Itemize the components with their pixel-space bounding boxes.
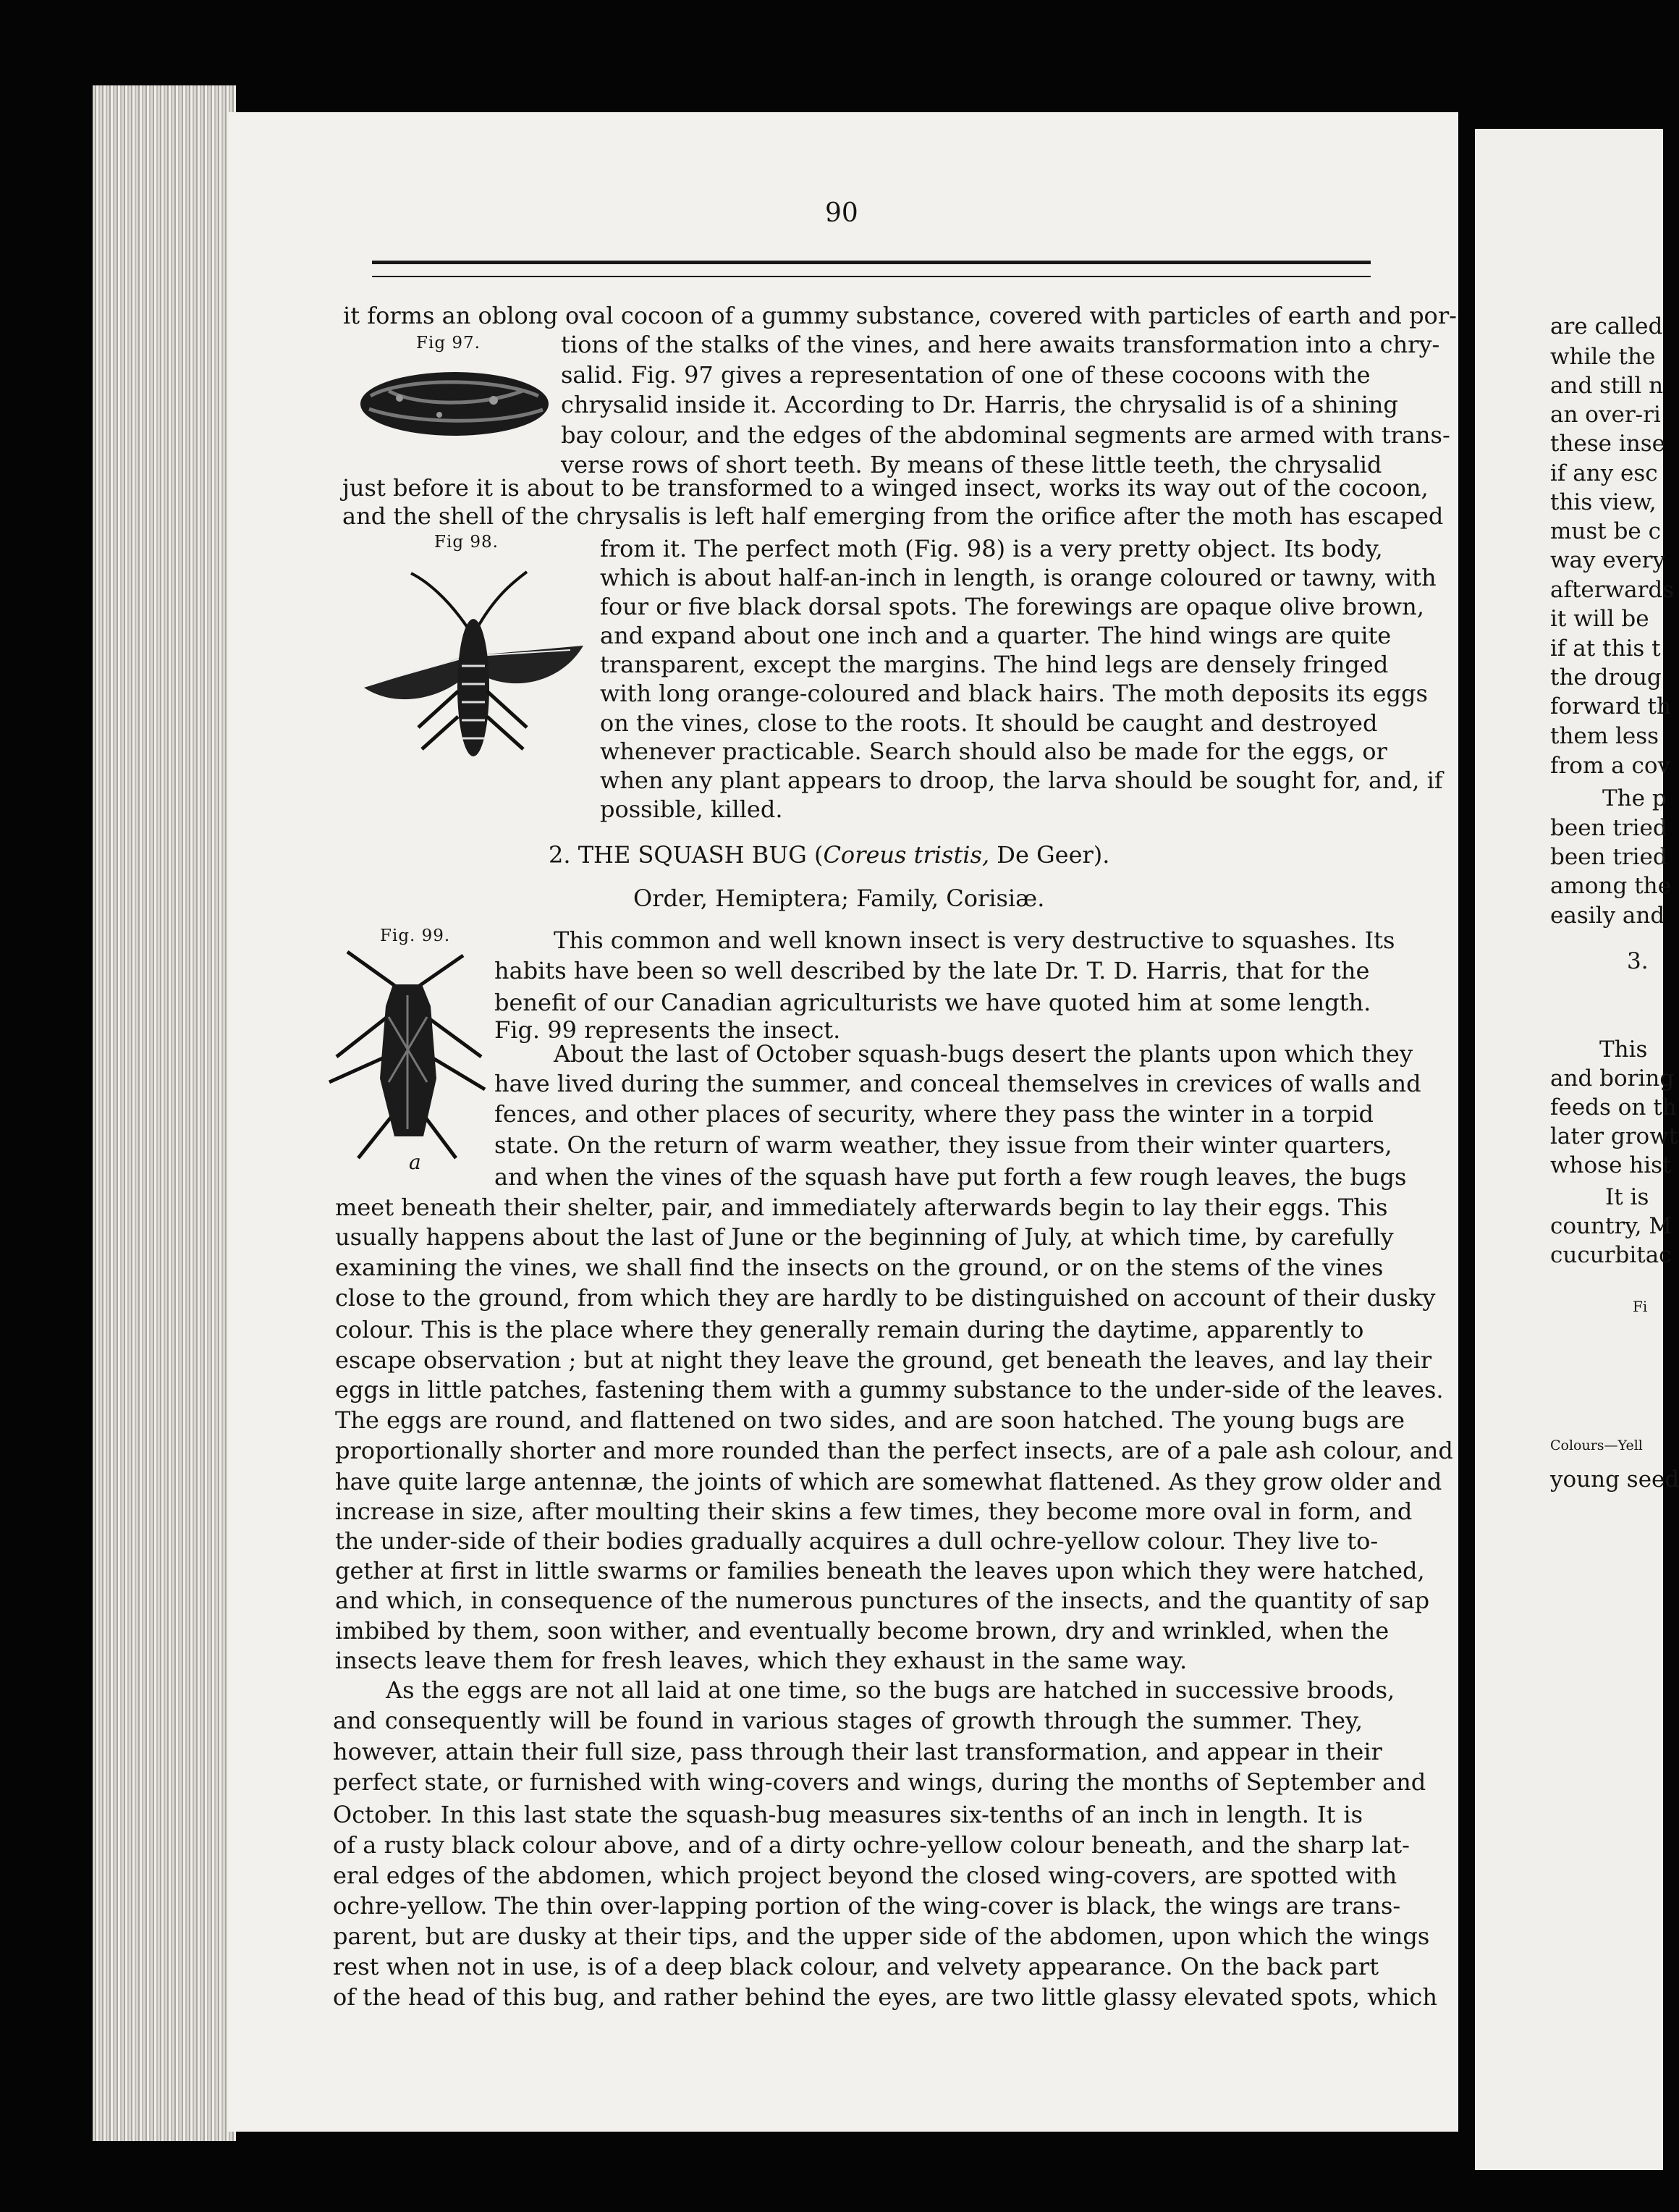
right-page-text-line: from a cov bbox=[1550, 753, 1671, 779]
right-page-text-line: must be c bbox=[1550, 518, 1661, 544]
body-text-line: imbibed by them, soon wither, and eventually become brown, dry and wrinkled, when the bbox=[335, 1617, 1390, 1645]
author-name: De Geer). bbox=[989, 841, 1110, 869]
body-text-line: chrysalid inside it. According to Dr. Harris, the chrysalid is of a shining bbox=[561, 391, 1398, 418]
body-text-line: colour. This is the place where they generally remain during the daytime, apparently to bbox=[335, 1316, 1364, 1343]
fig-98-moth-image bbox=[353, 565, 592, 774]
body-text-line: which is about half-an-inch in length, is orange coloured or tawny, with bbox=[600, 564, 1437, 591]
body-text-line: and expand about one inch and a quarter. The hind wings are quite bbox=[600, 622, 1392, 649]
body-text-line: salid. Fig. 97 gives a representation of one of these cocoons with the bbox=[561, 361, 1371, 389]
body-text-line: proportionally shorter and more rounded than the perfect insects, are of a pale ash colour, and bbox=[335, 1437, 1453, 1464]
right-page-text-line: this view, bbox=[1550, 489, 1657, 515]
right-page-text-line: and still n bbox=[1550, 373, 1664, 399]
body-text-line: fences, and other places of security, where they pass the winter in a torpid bbox=[494, 1100, 1374, 1128]
body-text-line: examining the vines, we shall find the insects on the ground, or on the stems of the vines bbox=[335, 1254, 1384, 1281]
body-text-line: benefit of our Canadian agriculturists we have quoted him at some length. bbox=[494, 989, 1371, 1016]
body-text-line: bay colour, and the edges of the abdominal segments are armed with trans- bbox=[561, 421, 1450, 449]
body-text-line: and consequently will be found in various stages of growth through the summer. They, bbox=[333, 1707, 1363, 1734]
body-text-line: however, attain their full size, pass through their last transformation, and appear in their bbox=[333, 1738, 1382, 1765]
body-text-line: gether at first in little swarms or families beneath the leaves upon which they were hatched, bbox=[335, 1557, 1425, 1584]
body-text-line: whenever practicable. Search should also be made for the eggs, or bbox=[600, 738, 1387, 765]
fig-97-label: Fig 97. bbox=[416, 334, 481, 353]
right-page-text-line: if any esc bbox=[1550, 460, 1658, 486]
body-text-line: About the last of October squash-bugs desert the plants upon which they bbox=[554, 1040, 1413, 1068]
squash-bug-title-text: 2. THE SQUASH BUG ( bbox=[549, 841, 824, 869]
right-page-text-line: an over-ri bbox=[1550, 402, 1661, 428]
body-text-line: Fig. 99 represents the insect. bbox=[494, 1016, 841, 1044]
fig-98-label: Fig 98. bbox=[434, 533, 499, 552]
right-page-text-line: the droug bbox=[1550, 664, 1662, 691]
body-text-line: As the eggs are not all laid at one time, so the bugs are hatched in successive broods, bbox=[386, 1676, 1395, 1704]
body-text-line: habits have been so well described by the late Dr. T. D. Harris, that for the bbox=[494, 957, 1370, 984]
right-page-text-line: 3. bbox=[1627, 948, 1649, 974]
right-page-text-line: afterwards bbox=[1550, 577, 1675, 603]
header-rule bbox=[372, 261, 1371, 277]
page-number: 90 bbox=[825, 198, 858, 228]
body-text-line: eggs in little patches, fastening them with a gummy substance to the under-side of the leaves. bbox=[335, 1376, 1444, 1403]
body-text-line: from it. The perfect moth (Fig. 98) is a very pretty object. Its body, bbox=[600, 535, 1383, 562]
right-page-text-line: are called bbox=[1550, 313, 1663, 339]
fig-99-squash-bug-image bbox=[329, 948, 489, 1165]
body-text-line: parent, but are dusky at their tips, and the upper side of the abdomen, upon which the wings bbox=[333, 1922, 1430, 1950]
right-page-text-line: The p bbox=[1602, 785, 1667, 811]
body-text-line: of a rusty black colour above, and of a dirty ochre-yellow colour beneath, and the sharp lat- bbox=[333, 1831, 1410, 1859]
body-text-line: ochre-yellow. The thin over-lapping portion of the wing-cover is black, the wings are trans- bbox=[333, 1892, 1401, 1920]
body-text-line: when any plant appears to droop, the larva should be sought for, and, if bbox=[600, 767, 1443, 794]
body-text-line: of the head of this bug, and rather behind the eyes, are two little glassy elevated spots, which bbox=[333, 1983, 1437, 2011]
latin-name: Coreus tristis, bbox=[823, 841, 990, 869]
body-text-line: rest when not in use, is of a deep black colour, and velvety appearance. On the back part bbox=[333, 1953, 1379, 1980]
right-page-text-line: it will be bbox=[1550, 606, 1649, 632]
right-page-text-line: later growt bbox=[1550, 1123, 1678, 1149]
right-page-text-line: been tried bbox=[1550, 844, 1667, 870]
right-page-text-line: and boring bbox=[1550, 1065, 1675, 1092]
right-page-text-line: if at this t bbox=[1550, 636, 1661, 662]
body-text-line: state. On the return of warm weather, they issue from their winter quarters, bbox=[494, 1131, 1392, 1159]
body-text-line: usually happens about the last of June or the beginning of July, at which time, by carefully bbox=[335, 1223, 1394, 1251]
body-text-line: insects leave them for fresh leaves, which they exhaust in the same way. bbox=[335, 1647, 1188, 1674]
body-text-line: on the vines, close to the roots. It should be caught and destroyed bbox=[600, 709, 1378, 737]
body-text-line: eral edges of the abdomen, which project beyond the closed wing-covers, are spotted with bbox=[333, 1862, 1397, 1889]
body-text-line: This common and well known insect is very destructive to squashes. Its bbox=[554, 926, 1395, 954]
body-text-line: four or five black dorsal spots. The forewings are opaque olive brown, bbox=[600, 593, 1424, 620]
right-page-text-line: while the bbox=[1550, 344, 1656, 370]
body-text-line: increase in size, after moulting their skins a few times, they become more oval in form, and bbox=[335, 1498, 1413, 1525]
right-page-text-line: these inse bbox=[1550, 431, 1666, 457]
right-page-text-line: whose hist bbox=[1550, 1152, 1672, 1178]
body-text-line: it forms an oblong oval cocoon of a gummy substance, covered with particles of earth and por- bbox=[343, 302, 1457, 329]
right-page-text-line: It is bbox=[1605, 1184, 1649, 1210]
right-page-text-line: country, M bbox=[1550, 1213, 1672, 1239]
body-text-line: escape observation ; but at night they leave the ground, get beneath the leaves, and lay their bbox=[335, 1346, 1432, 1374]
right-page-text-line: them less bbox=[1550, 723, 1659, 749]
right-page-text-line: cucurbitac bbox=[1550, 1242, 1672, 1268]
body-text-line: tions of the stalks of the vines, and here awaits transformation into a chry- bbox=[561, 331, 1440, 358]
body-text-line: and which, in consequence of the numerous punctures of the insects, and the quantity of sap bbox=[335, 1587, 1430, 1614]
body-text-line: have lived during the summer, and conceal themselves in crevices of walls and bbox=[494, 1070, 1421, 1097]
body-text-line: with long orange-coloured and black hairs. The moth deposits its eggs bbox=[600, 680, 1428, 707]
right-page-text-line: way every bbox=[1550, 547, 1665, 573]
right-page-text-line: Colours—Yell bbox=[1550, 1438, 1643, 1453]
right-page-text-line: been tried bbox=[1550, 815, 1667, 841]
right-page-text-line: among the bbox=[1550, 873, 1671, 899]
body-text-line: October. In this last state the squash-bug measures six-tenths of an inch in length. It is bbox=[333, 1801, 1363, 1828]
fig-99-letter: a bbox=[409, 1150, 422, 1174]
body-text-line: close to the ground, from which they are hardly to be distinguished on account of their dusky bbox=[335, 1284, 1436, 1312]
body-text-line: meet beneath their shelter, pair, and immediately afterwards begin to lay their eggs. This bbox=[335, 1194, 1388, 1221]
fig-99-label: Fig. 99. bbox=[380, 926, 451, 945]
body-text-line: verse rows of short teeth. By means of these little teeth, the chrysalid bbox=[561, 451, 1382, 478]
right-page-text-line: This bbox=[1599, 1037, 1648, 1063]
body-text-line: perfect state, or furnished with wing-covers and wings, during the months of September and bbox=[333, 1768, 1426, 1796]
right-page-text-line: easily and bbox=[1550, 903, 1665, 929]
right-page-text-line: forward th bbox=[1550, 693, 1671, 719]
right-page-text-line: young seed bbox=[1550, 1466, 1679, 1493]
body-text-line: and the shell of the chrysalis is left half emerging from the orifice after the moth has escaped bbox=[342, 502, 1444, 530]
body-text-line: have quite large antennæ, the joints of which are somewhat flattened. As they grow older and bbox=[335, 1468, 1442, 1495]
squash-bug-title bbox=[549, 841, 1109, 869]
body-text-line: just before it is about to be transformed to a winged insect, works its way out of the cocoon, bbox=[342, 474, 1429, 502]
right-page-text-line: feeds on th bbox=[1550, 1094, 1677, 1120]
body-text-line: The eggs are round, and flattened on two sides, and are soon hatched. The young bugs are bbox=[335, 1406, 1405, 1434]
order-family-line: Order, Hemiptera; Family, Corisiæ. bbox=[633, 885, 1045, 912]
fig-97-cocoon-image bbox=[356, 366, 555, 445]
right-page-text-line: Fi bbox=[1633, 1298, 1648, 1315]
body-text-line: transparent, except the margins. The hind legs are densely fringed bbox=[600, 651, 1389, 678]
book-page-edges bbox=[93, 85, 236, 2141]
body-text-line: possible, killed. bbox=[600, 795, 783, 823]
body-text-line: and when the vines of the squash have put forth a few rough leaves, the bugs bbox=[494, 1163, 1407, 1191]
body-text-line: the under-side of their bodies gradually acquires a dull ochre-yellow colour. They live to- bbox=[335, 1527, 1379, 1555]
